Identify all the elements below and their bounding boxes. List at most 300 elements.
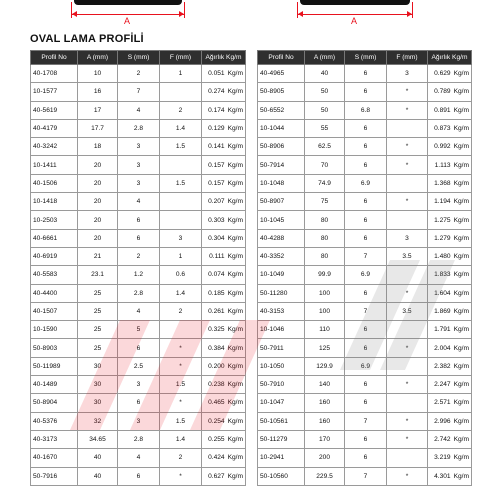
table-row <box>258 193 472 211</box>
table-row <box>31 174 246 192</box>
a-mm-cell: 30 <box>78 394 118 412</box>
table-row <box>258 339 472 357</box>
weight-unit: Kg/m <box>227 88 243 96</box>
s-mm-cell: 6 <box>118 211 160 229</box>
f-mm-cell <box>387 357 428 375</box>
table-row <box>258 467 472 485</box>
weight-cell <box>202 229 246 247</box>
table-row <box>31 83 246 101</box>
table-row <box>258 302 472 320</box>
table-row <box>258 266 472 284</box>
f-mm-cell <box>387 394 428 412</box>
a-mm-cell: 16 <box>78 83 118 101</box>
table-row <box>258 174 472 192</box>
weight-cell <box>428 65 472 83</box>
weight-unit: Kg/m <box>453 198 469 206</box>
weight-cell <box>202 321 246 339</box>
a-mm-cell: 70 <box>305 156 345 174</box>
a-mm-cell: 40 <box>78 449 118 467</box>
profile-no-cell: 40-4179 <box>31 119 78 137</box>
weight-value: 1.480 <box>434 253 451 261</box>
f-mm-cell: 3 <box>387 229 428 247</box>
a-mm-cell: 50 <box>305 101 345 119</box>
profile-table-right <box>257 50 472 486</box>
weight-unit: Kg/m <box>227 179 243 187</box>
f-mm-cell: * <box>387 467 428 485</box>
table-row <box>258 412 472 430</box>
column-header: A (mm) <box>78 51 118 65</box>
table-row <box>258 449 472 467</box>
weight-value: 0.074 <box>208 271 225 279</box>
f-mm-cell: * <box>387 193 428 211</box>
weight-cell <box>428 138 472 156</box>
profile-no-cell: 10-1590 <box>31 321 78 339</box>
weight-unit: Kg/m <box>227 289 243 297</box>
weight-unit: Kg/m <box>227 381 243 389</box>
weight-unit: Kg/m <box>453 143 469 151</box>
weight-cell <box>202 65 246 83</box>
weight-cell <box>428 412 472 430</box>
a-mm-cell: 125 <box>305 339 345 357</box>
s-mm-cell: 6 <box>118 229 160 247</box>
f-mm-cell: * <box>160 357 202 375</box>
s-mm-cell: 6 <box>345 321 387 339</box>
table-row <box>31 284 246 302</box>
profile-no-cell: 10-1044 <box>258 119 305 137</box>
weight-cell <box>428 357 472 375</box>
profile-no-cell: 10-1048 <box>258 174 305 192</box>
weight-value: 0.891 <box>434 106 451 114</box>
f-mm-cell: 1.5 <box>160 412 202 430</box>
weight-cell <box>202 284 246 302</box>
s-mm-cell: 6 <box>345 229 387 247</box>
profile-no-cell: 40-3153 <box>258 302 305 320</box>
s-mm-cell: 6 <box>345 430 387 448</box>
profile-no-cell: 10-1047 <box>258 394 305 412</box>
f-mm-cell: * <box>387 284 428 302</box>
s-mm-cell: 7 <box>118 83 160 101</box>
weight-unit: Kg/m <box>227 70 243 78</box>
s-mm-cell: 6 <box>345 339 387 357</box>
a-mm-cell: 160 <box>305 412 345 430</box>
profile-no-cell: 40-4288 <box>258 229 305 247</box>
weight-value: 0.254 <box>208 417 225 425</box>
table-header-row <box>258 51 472 65</box>
weight-value: 0.157 <box>208 179 225 187</box>
weight-cell <box>428 119 472 137</box>
weight-value: 2.571 <box>434 399 451 407</box>
a-mm-cell: 75 <box>305 193 345 211</box>
weight-unit: Kg/m <box>227 253 243 261</box>
s-mm-cell: 2 <box>118 247 160 265</box>
weight-cell <box>202 101 246 119</box>
profile-no-cell: 40-6919 <box>31 247 78 265</box>
weight-unit: Kg/m <box>227 399 243 407</box>
weight-unit: Kg/m <box>227 472 243 480</box>
table-row <box>258 156 472 174</box>
arrow-left-icon <box>298 11 303 17</box>
a-mm-cell: 20 <box>78 156 118 174</box>
s-mm-cell: 7 <box>345 302 387 320</box>
f-mm-cell: 2 <box>160 302 202 320</box>
a-mm-cell: 129.9 <box>305 357 345 375</box>
weight-unit: Kg/m <box>453 179 469 187</box>
table-row <box>31 449 246 467</box>
weight-cell <box>202 174 246 192</box>
s-mm-cell: 6 <box>345 83 387 101</box>
weight-value: 0.992 <box>434 143 451 151</box>
a-mm-cell: 110 <box>305 321 345 339</box>
table-row <box>258 357 472 375</box>
profile-table-left <box>30 50 246 486</box>
profile-no-cell: 50-6552 <box>258 101 305 119</box>
s-mm-cell: 7 <box>345 467 387 485</box>
s-mm-cell: 3 <box>118 138 160 156</box>
profile-no-cell: 10-1046 <box>258 321 305 339</box>
f-mm-cell <box>387 119 428 137</box>
weight-value: 3.219 <box>434 454 451 462</box>
weight-unit: Kg/m <box>453 161 469 169</box>
weight-value: 0.185 <box>208 289 225 297</box>
f-mm-cell <box>387 321 428 339</box>
profile-no-cell: 50-8907 <box>258 193 305 211</box>
f-mm-cell <box>160 83 202 101</box>
s-mm-cell: 2.8 <box>118 284 160 302</box>
arrow-left-icon <box>72 11 77 17</box>
f-mm-cell: 3 <box>387 65 428 83</box>
f-mm-cell <box>387 266 428 284</box>
a-mm-cell: 99.9 <box>305 266 345 284</box>
weight-value: 0.200 <box>208 362 225 370</box>
s-mm-cell: 6 <box>345 284 387 302</box>
f-mm-cell: 3.5 <box>387 247 428 265</box>
f-mm-cell <box>160 156 202 174</box>
profile-no-cell: 10-1577 <box>31 83 78 101</box>
profile-no-cell: 10-2941 <box>258 449 305 467</box>
table-row <box>258 138 472 156</box>
s-mm-cell: 3 <box>118 156 160 174</box>
a-mm-cell: 80 <box>305 229 345 247</box>
weight-unit: Kg/m <box>227 125 243 133</box>
table-row <box>258 211 472 229</box>
profile-no-cell: 40-1507 <box>31 302 78 320</box>
table-row <box>31 229 246 247</box>
weight-value: 1.275 <box>434 216 451 224</box>
a-mm-cell: 25 <box>78 284 118 302</box>
s-mm-cell: 2.8 <box>118 119 160 137</box>
weight-unit: Kg/m <box>453 362 469 370</box>
a-mm-cell: 30 <box>78 357 118 375</box>
profile-no-cell: 40-5619 <box>31 101 78 119</box>
s-mm-cell: 4 <box>118 101 160 119</box>
a-mm-cell: 25 <box>78 339 118 357</box>
weight-cell <box>202 119 246 137</box>
s-mm-cell: 4 <box>118 193 160 211</box>
weight-unit: Kg/m <box>453 216 469 224</box>
f-mm-cell: 2 <box>160 101 202 119</box>
f-mm-cell: 1.5 <box>160 376 202 394</box>
a-mm-cell: 229.5 <box>305 467 345 485</box>
table-row <box>31 412 246 430</box>
a-mm-cell: 10 <box>78 65 118 83</box>
weight-cell <box>428 193 472 211</box>
weight-value: 0.873 <box>434 125 451 133</box>
weight-unit: Kg/m <box>453 344 469 352</box>
a-mm-cell: 20 <box>78 193 118 211</box>
a-mm-cell: 23.1 <box>78 266 118 284</box>
weight-value: 0.174 <box>208 106 225 114</box>
table-row <box>31 138 246 156</box>
table-row <box>258 101 472 119</box>
f-mm-cell: * <box>387 376 428 394</box>
table-row <box>31 119 246 137</box>
weight-cell <box>428 247 472 265</box>
s-mm-cell: 6 <box>345 211 387 229</box>
profile-no-cell: 40-3352 <box>258 247 305 265</box>
a-mm-cell: 200 <box>305 449 345 467</box>
weight-cell <box>428 211 472 229</box>
profile-no-cell: 40-5583 <box>31 266 78 284</box>
weight-cell <box>202 83 246 101</box>
profile-no-cell: 10-2503 <box>31 211 78 229</box>
a-mm-cell: 18 <box>78 138 118 156</box>
s-mm-cell: 6 <box>345 156 387 174</box>
weight-value: 2.382 <box>434 362 451 370</box>
weight-unit: Kg/m <box>227 326 243 334</box>
column-header: F (mm) <box>387 51 428 65</box>
weight-unit: Kg/m <box>227 362 243 370</box>
profile-no-cell: 50-7910 <box>258 376 305 394</box>
f-mm-cell <box>387 174 428 192</box>
weight-unit: Kg/m <box>227 106 243 114</box>
column-header: Ağırlık Kg/m <box>428 51 472 65</box>
a-mm-cell: 25 <box>78 302 118 320</box>
weight-cell <box>202 211 246 229</box>
a-mm-cell: 80 <box>305 211 345 229</box>
weight-unit: Kg/m <box>453 289 469 297</box>
s-mm-cell: 5 <box>118 321 160 339</box>
weight-value: 1.113 <box>434 161 451 169</box>
a-mm-cell: 160 <box>305 394 345 412</box>
f-mm-cell: 1 <box>160 247 202 265</box>
weight-cell <box>428 467 472 485</box>
weight-unit: Kg/m <box>453 271 469 279</box>
weight-cell <box>202 339 246 357</box>
weight-value: 1.604 <box>434 289 451 297</box>
a-mm-cell: 100 <box>305 284 345 302</box>
table-row <box>31 321 246 339</box>
profile-no-cell: 10-1049 <box>258 266 305 284</box>
weight-value: 2.247 <box>434 381 451 389</box>
weight-cell <box>202 156 246 174</box>
table-row <box>31 211 246 229</box>
f-mm-cell: 1.4 <box>160 119 202 137</box>
table-row <box>31 302 246 320</box>
weight-value: 0.274 <box>208 88 225 96</box>
weight-value: 2.996 <box>434 417 451 425</box>
profile-diagram-left <box>68 0 188 30</box>
weight-value: 1.833 <box>434 271 451 279</box>
table-row <box>31 101 246 119</box>
s-mm-cell: 6 <box>345 138 387 156</box>
weight-unit: Kg/m <box>227 344 243 352</box>
table-row <box>258 119 472 137</box>
column-header: Profil No <box>31 51 78 65</box>
profile-no-cell: 40-5376 <box>31 412 78 430</box>
weight-unit: Kg/m <box>453 106 469 114</box>
s-mm-cell: 6 <box>345 449 387 467</box>
weight-value: 0.129 <box>208 125 225 133</box>
f-mm-cell: * <box>387 430 428 448</box>
weight-cell <box>202 193 246 211</box>
table-row <box>258 394 472 412</box>
weight-cell <box>428 83 472 101</box>
f-mm-cell <box>160 211 202 229</box>
f-mm-cell: 1.4 <box>160 430 202 448</box>
s-mm-cell: 6.9 <box>345 357 387 375</box>
weight-value: 1.791 <box>434 326 451 334</box>
s-mm-cell: 6 <box>345 193 387 211</box>
weight-value: 0.051 <box>208 70 225 78</box>
weight-unit: Kg/m <box>453 125 469 133</box>
table-row <box>31 65 246 83</box>
dimension-label: A <box>124 16 131 26</box>
a-mm-cell: 50 <box>305 83 345 101</box>
a-mm-cell: 74.9 <box>305 174 345 192</box>
weight-value: 1.194 <box>434 198 451 206</box>
weight-value: 2.742 <box>434 436 451 444</box>
a-mm-cell: 17.7 <box>78 119 118 137</box>
f-mm-cell: 2 <box>160 449 202 467</box>
s-mm-cell: 4 <box>118 302 160 320</box>
weight-cell <box>428 101 472 119</box>
weight-value: 4.301 <box>434 472 451 480</box>
weight-value: 0.789 <box>434 88 451 96</box>
table-row <box>31 247 246 265</box>
profile-no-cell: 50-8905 <box>258 83 305 101</box>
profile-no-cell: 10-1418 <box>31 193 78 211</box>
profile-no-cell: 40-3242 <box>31 138 78 156</box>
weight-cell <box>428 394 472 412</box>
weight-value: 0.384 <box>208 344 225 352</box>
s-mm-cell: 6 <box>118 394 160 412</box>
a-mm-cell: 21 <box>78 247 118 265</box>
dimension-tick <box>184 2 185 18</box>
s-mm-cell: 6.8 <box>345 101 387 119</box>
column-header: S (mm) <box>345 51 387 65</box>
weight-cell <box>428 284 472 302</box>
a-mm-cell: 30 <box>78 376 118 394</box>
profile-no-cell: 50-11280 <box>258 284 305 302</box>
weight-value: 0.238 <box>208 381 225 389</box>
weight-unit: Kg/m <box>453 234 469 242</box>
table-row <box>31 156 246 174</box>
weight-cell <box>428 174 472 192</box>
weight-unit: Kg/m <box>227 436 243 444</box>
weight-unit: Kg/m <box>227 198 243 206</box>
profile-shape <box>74 0 182 5</box>
table-row <box>258 229 472 247</box>
f-mm-cell <box>387 449 428 467</box>
column-header: S (mm) <box>118 51 160 65</box>
weight-unit: Kg/m <box>453 472 469 480</box>
a-mm-cell: 62.5 <box>305 138 345 156</box>
weight-cell <box>428 156 472 174</box>
weight-unit: Kg/m <box>227 143 243 151</box>
f-mm-cell: * <box>160 394 202 412</box>
f-mm-cell: 1.4 <box>160 284 202 302</box>
profile-diagram-right <box>294 0 416 30</box>
weight-unit: Kg/m <box>453 399 469 407</box>
column-header: Profil No <box>258 51 305 65</box>
table-row <box>31 193 246 211</box>
a-mm-cell: 100 <box>305 302 345 320</box>
weight-unit: Kg/m <box>453 417 469 425</box>
weight-cell <box>428 229 472 247</box>
table-row <box>31 430 246 448</box>
weight-unit: Kg/m <box>453 88 469 96</box>
s-mm-cell: 6 <box>345 119 387 137</box>
f-mm-cell: * <box>387 101 428 119</box>
weight-cell <box>202 247 246 265</box>
a-mm-cell: 34.65 <box>78 430 118 448</box>
s-mm-cell: 6 <box>118 467 160 485</box>
table-row <box>31 467 246 485</box>
a-mm-cell: 32 <box>78 412 118 430</box>
weight-cell <box>202 430 246 448</box>
weight-cell <box>428 266 472 284</box>
f-mm-cell: * <box>387 156 428 174</box>
weight-unit: Kg/m <box>227 417 243 425</box>
weight-value: 0.629 <box>434 70 451 78</box>
weight-cell <box>428 430 472 448</box>
f-mm-cell: * <box>387 138 428 156</box>
profile-no-cell: 50-8904 <box>31 394 78 412</box>
table-row <box>258 247 472 265</box>
s-mm-cell: 6.9 <box>345 266 387 284</box>
f-mm-cell: * <box>387 339 428 357</box>
profile-no-cell: 40-1489 <box>31 376 78 394</box>
a-mm-cell: 20 <box>78 174 118 192</box>
profile-no-cell: 50-7914 <box>258 156 305 174</box>
table-row <box>258 430 472 448</box>
weight-cell <box>202 376 246 394</box>
weight-value: 0.304 <box>208 234 225 242</box>
weight-cell <box>428 321 472 339</box>
weight-value: 0.465 <box>208 399 225 407</box>
f-mm-cell: * <box>160 339 202 357</box>
f-mm-cell: 0.6 <box>160 266 202 284</box>
weight-unit: Kg/m <box>227 216 243 224</box>
weight-cell <box>202 357 246 375</box>
dimension-line <box>298 14 412 15</box>
profile-shape <box>300 0 410 5</box>
f-mm-cell: * <box>160 467 202 485</box>
table-row <box>31 376 246 394</box>
f-mm-cell: 3.5 <box>387 302 428 320</box>
weight-cell <box>428 449 472 467</box>
weight-value: 0.303 <box>208 216 225 224</box>
weight-unit: Kg/m <box>453 70 469 78</box>
table-row <box>258 284 472 302</box>
table-row <box>258 321 472 339</box>
weight-value: 0.261 <box>208 308 225 315</box>
profile-no-cell: 50-7911 <box>258 339 305 357</box>
profile-no-cell: 50-8906 <box>258 138 305 156</box>
weight-unit: Kg/m <box>227 161 243 169</box>
weight-unit: Kg/m <box>227 271 243 279</box>
table-row <box>31 394 246 412</box>
